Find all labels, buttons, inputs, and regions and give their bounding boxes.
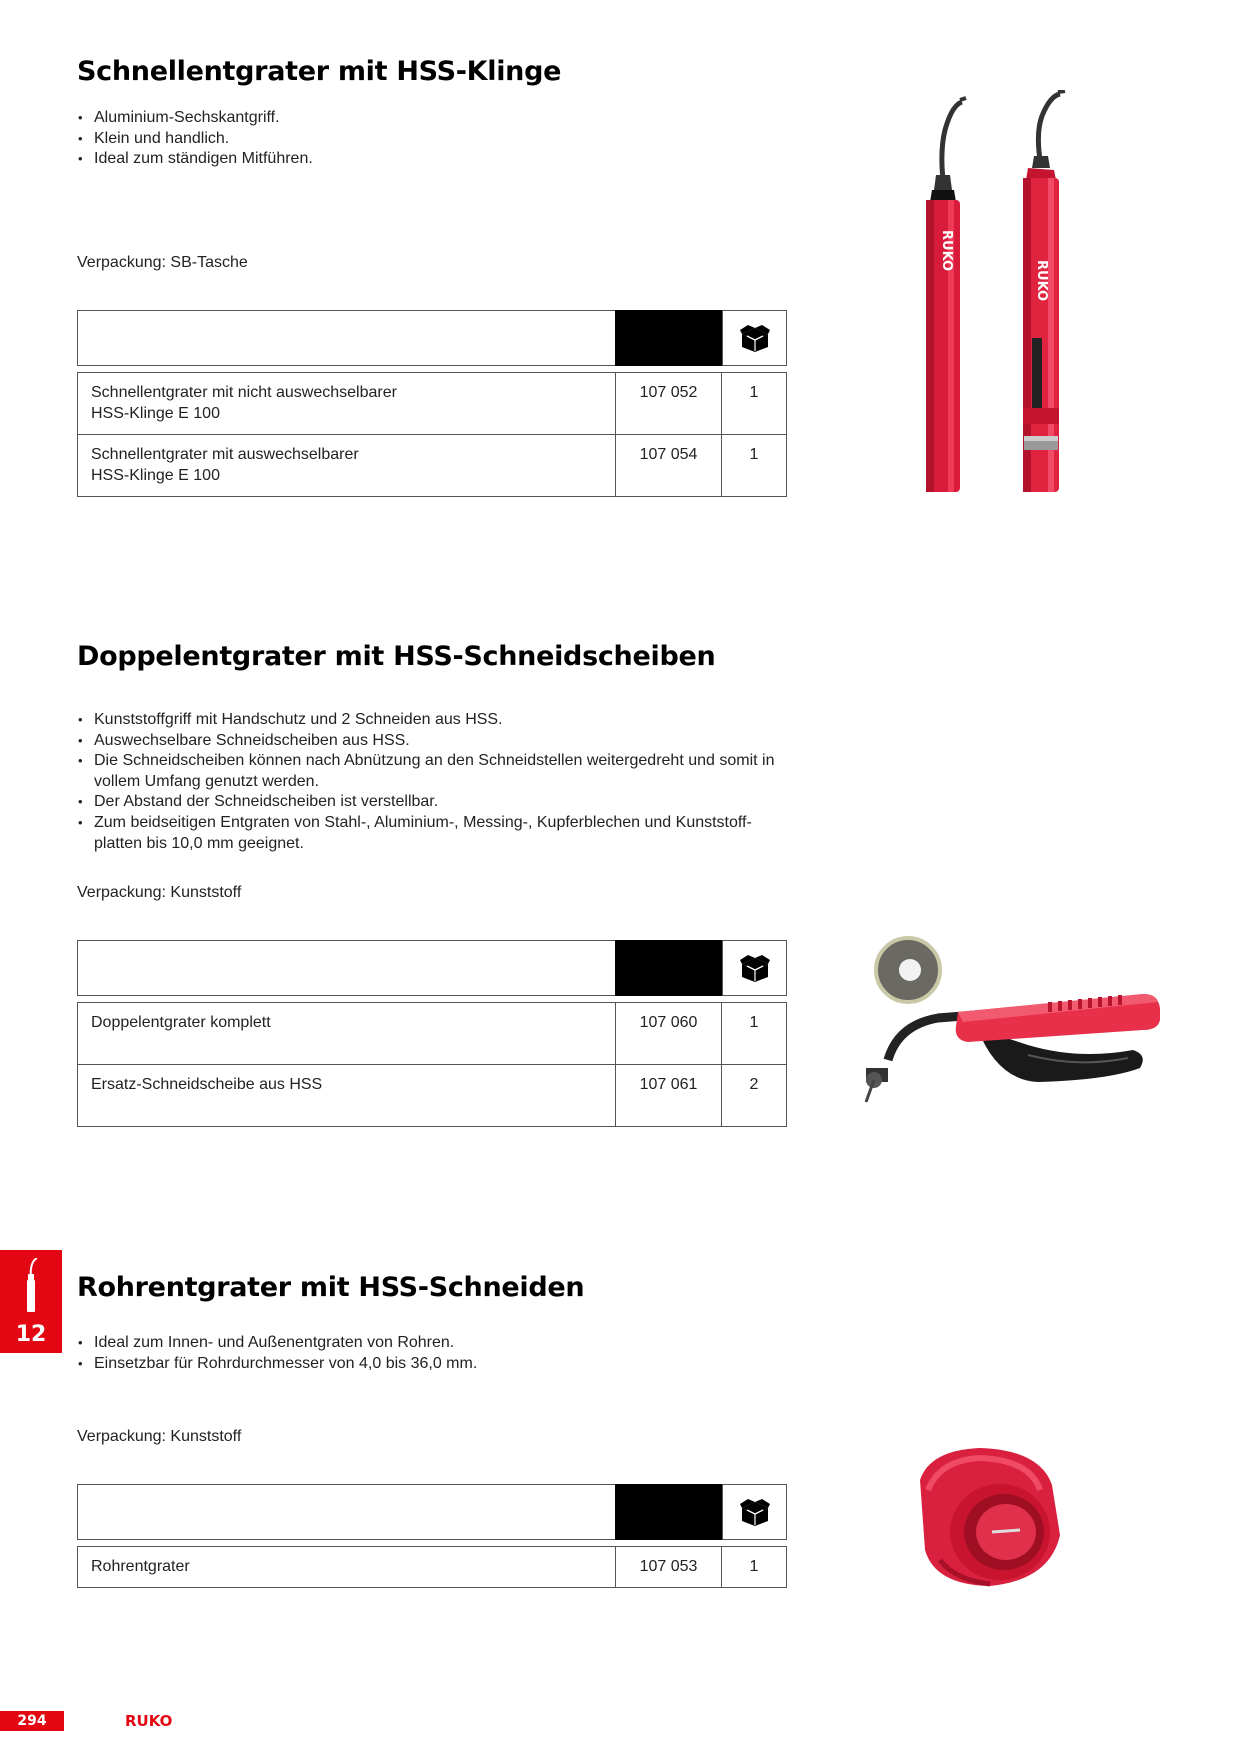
list-item: • Zum beidseitigen Entgraten von Stahl-, Aluminium-, Messing-, Kupferblechen und Kunststoff-platten bis 10,0 mm geeignet. [77, 813, 782, 854]
table-row [77, 434, 787, 497]
list-item: • Ideal zum Innen- und Außenentgraten von Rohren. [77, 1333, 777, 1354]
section-title: Schnellentgrater mit HSS-Klinge [77, 56, 562, 87]
box-package-icon [722, 941, 787, 995]
product-table [77, 310, 787, 497]
feature-list [77, 1333, 777, 1374]
article-number: 107 060 [615, 1003, 722, 1064]
table-row [77, 1546, 787, 1588]
item-description: Ersatz-Schneidscheibe aus HSS [91, 1076, 323, 1093]
table-header-black-cell [615, 1484, 722, 1540]
item-description: Doppelentgrater komplett [91, 1014, 271, 1031]
box-package-icon [722, 311, 787, 365]
list-item: • Auswechselbare Schneidscheiben aus HSS. [77, 731, 782, 752]
section-title: Rohrentgrater mit HSS-Schneiden [77, 1272, 585, 1303]
table-row [77, 1064, 787, 1127]
page-number: 294 [0, 1711, 64, 1731]
product-image-double-deburrer [848, 930, 1168, 1130]
list-item: • Die Schneidscheiben können nach Abnützung an den Schneidstellen weitergedreht und somit in vollem Umfang genutzt werden. [77, 751, 782, 792]
brand-logo: RUKO [125, 1712, 173, 1730]
list-item: • Aluminium-Sechskantgriff. [77, 108, 777, 129]
table-header [77, 940, 787, 996]
item-description: Rohrentgrater [91, 1558, 190, 1575]
quantity: 1 [749, 1558, 759, 1575]
product-table [77, 940, 787, 1127]
list-item: • Der Abstand der Schneidscheiben ist verstellbar. [77, 792, 782, 813]
chapter-tab [0, 1250, 62, 1353]
product-image-pipe-deburrer [900, 1440, 1080, 1600]
item-description: HSS-Klinge E 100 [91, 466, 220, 484]
deburrer-icon [23, 1258, 39, 1314]
item-description: HSS-Klinge E 100 [91, 404, 220, 422]
item-description: Schnellentgrater mit auswechselbarer [91, 446, 359, 463]
product-image-deburrers [900, 90, 1100, 510]
packaging-info: Verpackung: Kunststoff [77, 884, 242, 901]
article-number: 107 053 [615, 1547, 722, 1587]
list-item: • Einsetzbar für Rohrdurchmesser von 4,0 bis 36,0 mm. [77, 1354, 777, 1375]
product-brand-label: RUKO [1034, 260, 1049, 302]
feature-list [77, 710, 782, 854]
list-item: • Kunststoffgriff mit Handschutz und 2 Schneiden aus HSS. [77, 710, 782, 731]
quantity: 1 [749, 1014, 759, 1031]
chapter-number: 12 [15, 1322, 47, 1347]
article-number: 107 054 [615, 435, 722, 496]
packaging-info: Verpackung: Kunststoff [77, 1428, 242, 1445]
table-row [77, 372, 787, 435]
feature-list [77, 108, 777, 170]
article-number: 107 052 [615, 373, 722, 434]
list-item: • Ideal zum ständigen Mitführen. [77, 149, 777, 170]
product-brand-label: RUKO [939, 230, 954, 272]
quantity: 1 [749, 384, 759, 401]
packaging-info: Verpackung: SB-Tasche [77, 254, 248, 271]
table-header-black-cell [615, 310, 722, 366]
quantity: 2 [749, 1076, 759, 1093]
box-package-icon [722, 1485, 787, 1539]
product-table [77, 1484, 787, 1588]
item-description: Schnellentgrater mit nicht auswechselbarer [91, 384, 397, 401]
table-header [77, 310, 787, 366]
table-row [77, 1002, 787, 1065]
quantity: 1 [749, 446, 759, 463]
table-header [77, 1484, 787, 1540]
table-header-black-cell [615, 940, 722, 996]
section-title: Doppelentgrater mit HSS-Schneidscheiben [77, 641, 716, 672]
article-number: 107 061 [615, 1065, 722, 1126]
list-item: • Klein und handlich. [77, 129, 777, 150]
